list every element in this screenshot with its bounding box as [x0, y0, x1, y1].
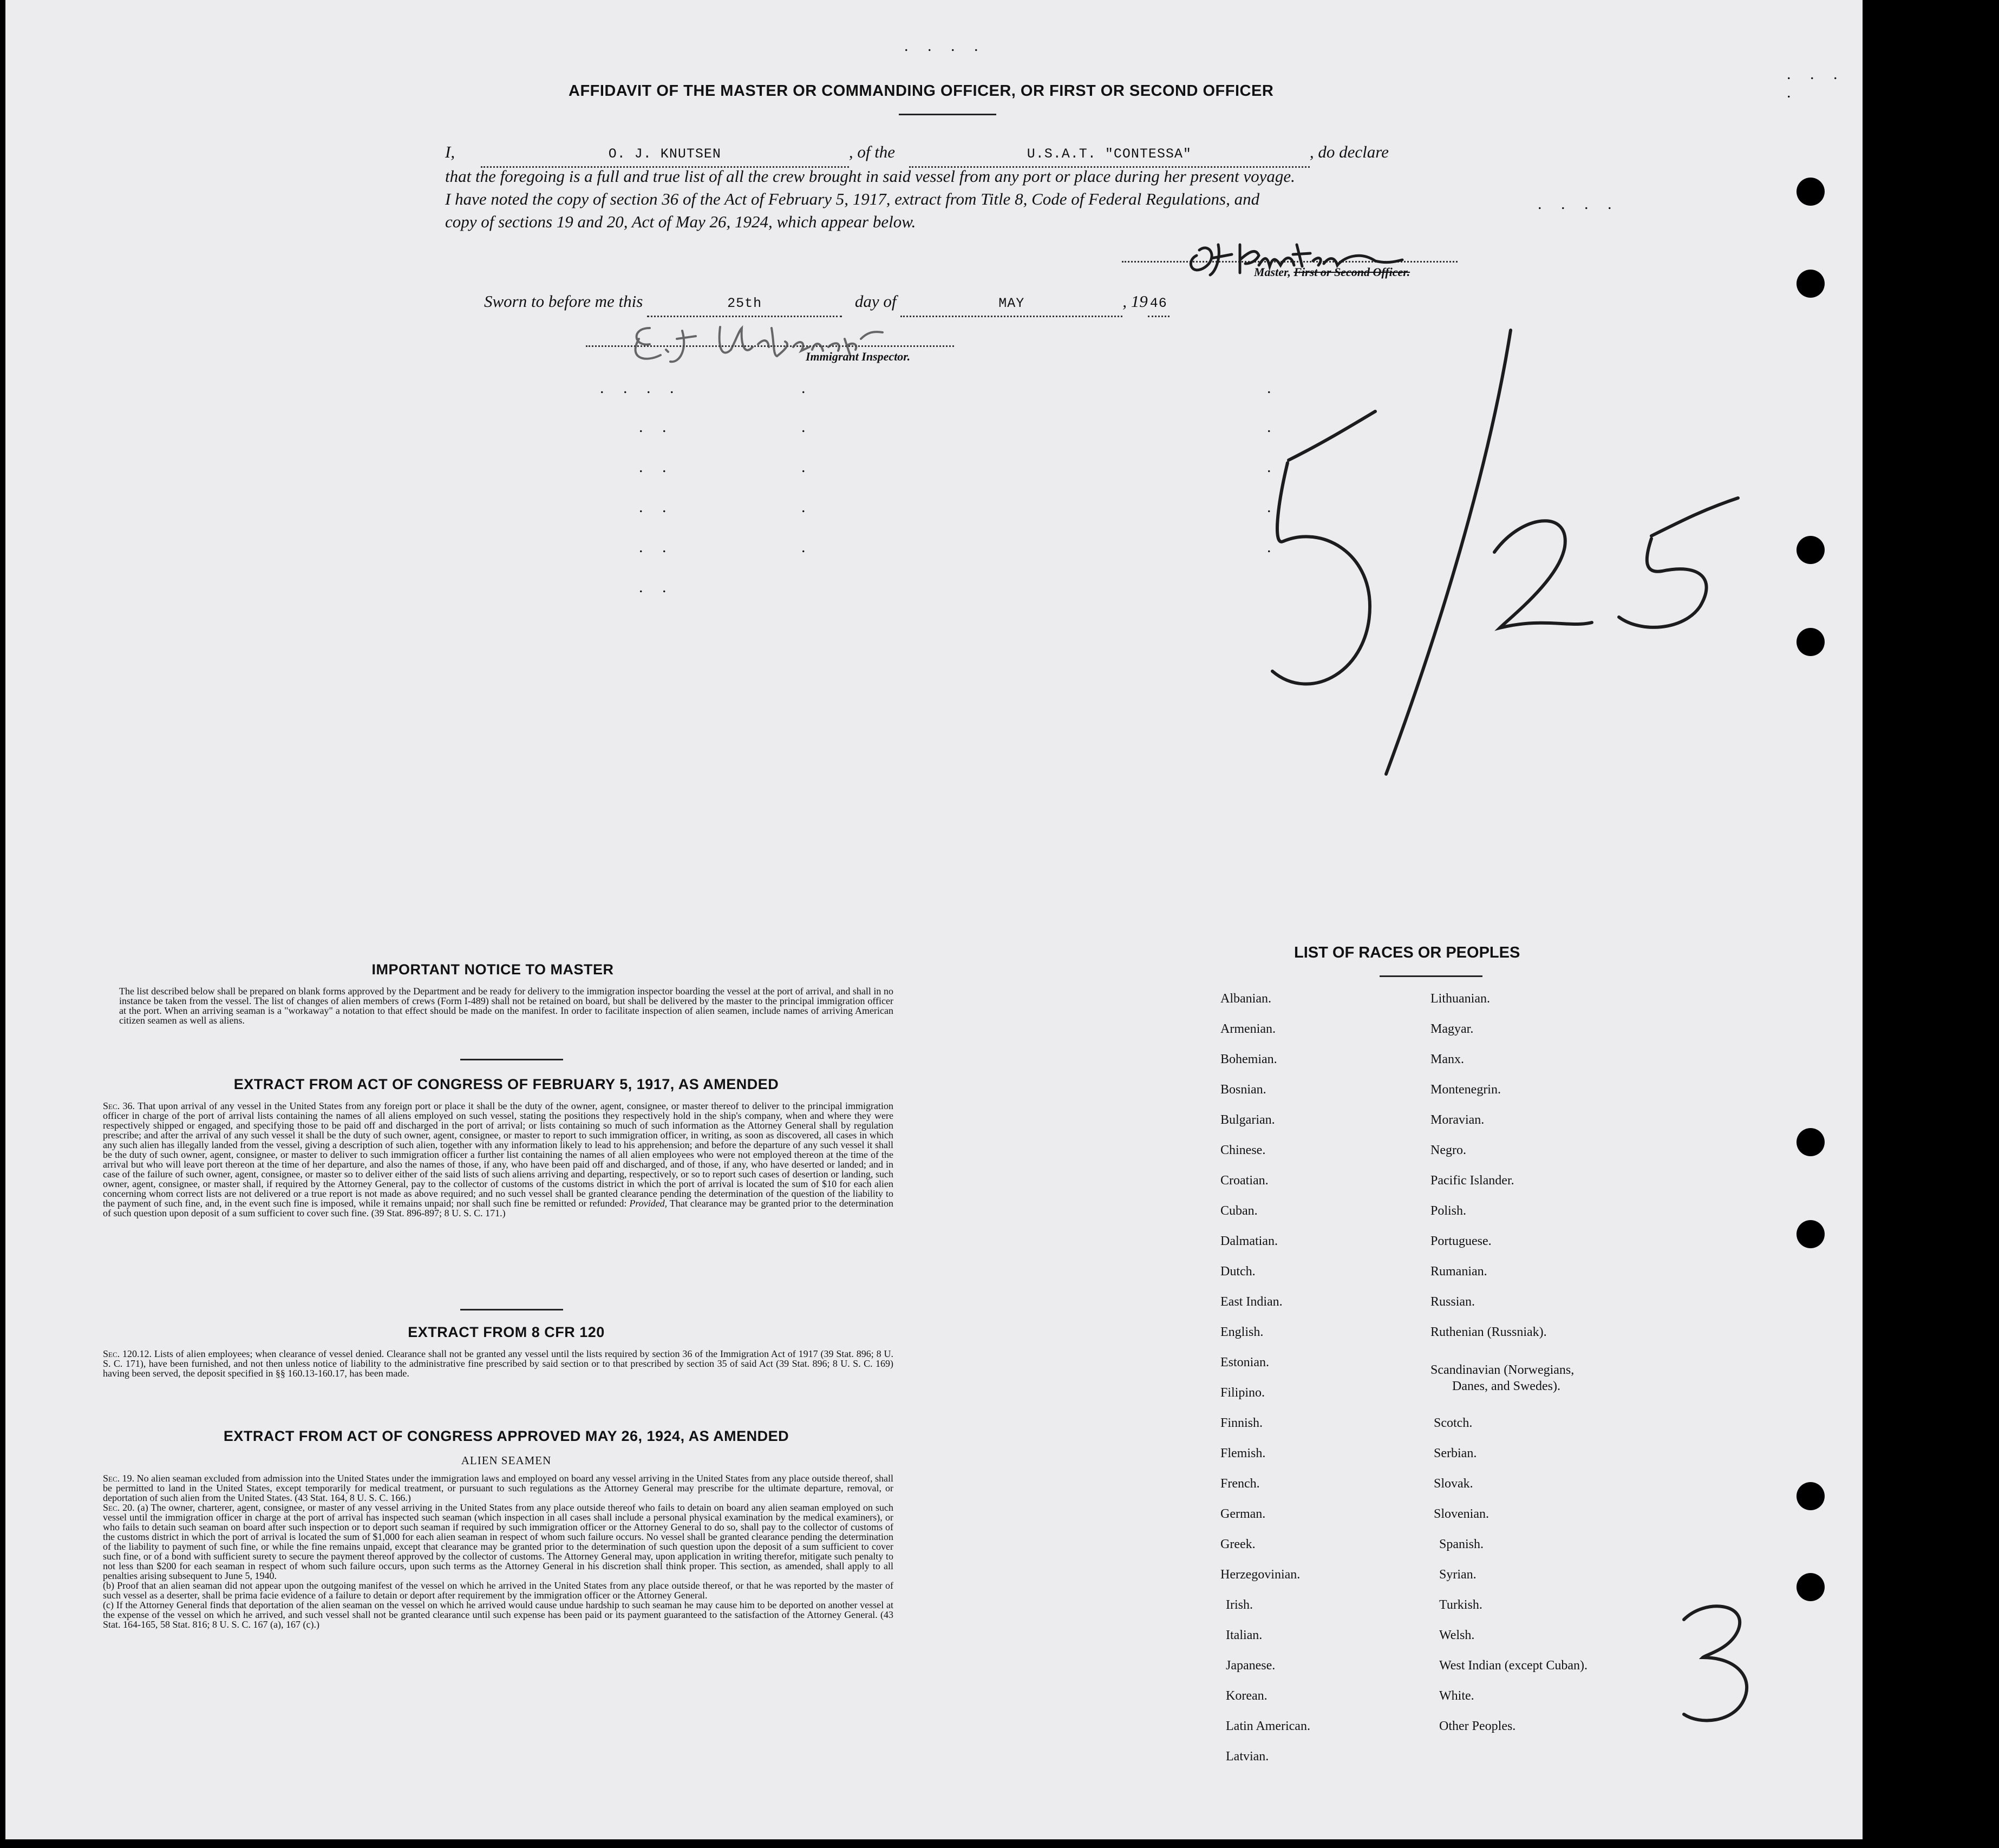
sec-20a-paragraph [103, 1503, 893, 1581]
dot-leader-row: . . [639, 418, 674, 436]
master-name: O. J. KNUTSEN [608, 146, 721, 162]
of-the-text: , of the [848, 142, 896, 161]
vessel-name: U.S.A.T. "CONTESSA" [1027, 146, 1192, 162]
title-rule [899, 114, 996, 115]
proviso-label: Provided, [629, 1198, 668, 1209]
dot-leader-mark: . [1267, 418, 1279, 436]
dot-leader-mark: . [801, 379, 813, 397]
master-label-struck: First or Second Officer. [1294, 265, 1410, 279]
sworn-line [484, 289, 1242, 317]
race-item: Portuguese. [1430, 1234, 1492, 1248]
affidavit-line-3: I have noted the copy of section 36 of the Act of February 5, 1917, extract from Title 8, Code of Federal Regulations, and [445, 189, 1260, 208]
punch-hole [1797, 1128, 1825, 1156]
handwritten-date-mark [1240, 325, 1760, 793]
race-item: Ruthenian (Russniak). [1430, 1325, 1547, 1339]
dot-leader-row: . . . . [1787, 65, 1845, 101]
race-item: Slovak. [1434, 1477, 1473, 1491]
race-item: Albanian. [1220, 992, 1271, 1006]
master-label: Master, [1254, 265, 1291, 279]
dot-leader-mark: . [801, 418, 813, 436]
race-item: Pacific Islander. [1430, 1174, 1514, 1188]
race-item: Filipino. [1220, 1386, 1265, 1400]
race-item: Bulgarian. [1220, 1113, 1275, 1127]
races-title-rule [1380, 975, 1482, 977]
extract-1917-body [103, 1101, 893, 1218]
affidavit-title: AFFIDAVIT OF THE MASTER OR COMMANDING OFFICER, OR FIRST OR SECOND OFFICER [569, 82, 1274, 100]
race-item: Danes, and Swedes). [1452, 1379, 1560, 1393]
dot-leader-row: . . [639, 498, 674, 516]
sworn-day: 25th [727, 296, 762, 311]
do-declare-text: , do declare [1309, 142, 1389, 161]
dot-leader-row: . . . . [600, 379, 682, 397]
dot-leader-mark: . [1267, 379, 1279, 397]
dot-leader-mark: . [1267, 458, 1279, 476]
master-label-block [1254, 265, 1410, 279]
race-item: Moravian. [1430, 1113, 1485, 1127]
dot-leader-row: . . . . [904, 37, 986, 55]
sec-20-label: Sec. 20. [103, 1502, 135, 1513]
race-item: Bohemian. [1220, 1052, 1277, 1066]
race-item: Korean. [1226, 1689, 1268, 1703]
sec-19-paragraph [103, 1473, 893, 1503]
race-item: Scotch. [1434, 1416, 1473, 1430]
affidavit-line-4: copy of sections 19 and 20, Act of May 26, 1924, which appear below. [445, 212, 916, 231]
day-of-text: day of [854, 292, 897, 311]
dot-leader-mark: . [801, 498, 813, 516]
race-item: Russian. [1430, 1295, 1475, 1309]
race-item: German. [1220, 1507, 1266, 1521]
punch-hole [1797, 536, 1825, 564]
race-item: Spanish. [1439, 1537, 1484, 1551]
punch-hole [1797, 628, 1825, 656]
extract-1924-title: EXTRACT FROM ACT OF CONGRESS APPROVED MAY 26, 1924, AS AMENDED [223, 1428, 789, 1444]
race-item: Chinese. [1220, 1143, 1266, 1157]
race-item: Japanese. [1226, 1659, 1276, 1673]
race-item: East Indian. [1220, 1295, 1283, 1309]
alien-seamen-subtitle: ALIEN SEAMEN [461, 1454, 552, 1467]
punch-hole [1797, 1482, 1825, 1510]
sec-19-text: No alien seaman excluded from admission into the United States under the immigration laws and employed on board any vessel arriving in the United States from any place outside thereof, shall be permitted to land in the United States, except temporarily for medical treatment, or pursuant to such regulations as the Attorney General may prescribe for the ultimate departure, removal, or deportation of such alien from the United States. (43 Stat. 164, 8 U. S. C. 166.) [103, 1473, 894, 1503]
race-item: Slovenian. [1434, 1507, 1489, 1521]
document-page [5, 0, 1863, 1839]
intro-i: I, [445, 142, 455, 161]
year-prefix: , 19 [1122, 292, 1148, 311]
race-item: Estonian. [1220, 1355, 1269, 1369]
notice-title: IMPORTANT NOTICE TO MASTER [371, 961, 614, 978]
race-item: Serbian. [1434, 1446, 1477, 1460]
race-item: Greek. [1220, 1537, 1256, 1551]
race-item: Lithuanian. [1430, 992, 1490, 1006]
section-rule [460, 1059, 563, 1060]
sec-36-label: Sec. 36. [103, 1100, 135, 1111]
race-item: White. [1439, 1689, 1474, 1703]
dot-leader-mark: . [1267, 498, 1279, 516]
sec-20c-paragraph: (c) If the Attorney General finds that deportation of the alien seaman on the vessel on which he arrived would cause undue hardship to such seaman he may cause him to be deported on another vessel at the expense of the vessel on which he arrived, and such vessel shall not be granted clearance until such expense has been paid or its payment guaranteed to the satisfaction of the Attorney General. (43 Stat. 164-165, 58 Stat. 816; 8 U. S. C. 167 (a), 167 (c).) [103, 1600, 893, 1630]
race-item: Croatian. [1220, 1174, 1269, 1188]
extract-1924-body [103, 1473, 893, 1629]
dot-leader-mark: . [801, 538, 813, 556]
race-item: Scandinavian (Norwegians, [1430, 1363, 1575, 1377]
race-item: Armenian. [1220, 1022, 1276, 1036]
race-item: Latvian. [1226, 1749, 1269, 1764]
race-item: Rumanian. [1430, 1264, 1487, 1279]
extract-1917-title: EXTRACT FROM ACT OF CONGRESS OF FEBRUARY 5, 1917, AS AMENDED [233, 1076, 779, 1092]
race-item: Bosnian. [1220, 1083, 1266, 1097]
notice-body: The list described below shall be prepared on blank forms approved by the Department and be ready for delivery to the immigration inspector boarding the vessel at the port of arrival, and shall in no instance be taken from the vessel. The list of changes of alien members of crews (Form I-489) shall not be retained on board, but shall be delivered by the master to the principal immigration officer at the port. When an arriving seaman is a "workaway" a notation to that effect should be made on the manifest. In order to facilitate inspection of alien seamen, include names of arriving American citizen seamen as well as aliens. [119, 986, 893, 1026]
sec-120-12-text: Lists of alien employees; when clearance of vessel denied. Clearance shall not be granted any vessel until the lists required by section 36 of the Immigration Act of 1917 (39 Stat. 896; 8 U. S. C. 171), have been furnished, and not then unless notice of liability to the administrative fine prescribed by said section or to that prescribed by section 35 of said Act (39 Stat. 896; 8 U. S. C. 169) having been served, the deposit specified in §§ 160.13-160.17, has been made. [103, 1348, 894, 1379]
extract-cfr-body [103, 1349, 893, 1378]
race-item: Herzegovinian. [1220, 1568, 1301, 1582]
race-item: English. [1220, 1325, 1264, 1339]
inspector-label: Immigrant Inspector. [806, 350, 911, 363]
race-item: Welsh. [1439, 1628, 1475, 1642]
race-item: Turkish. [1439, 1598, 1482, 1612]
sworn-prefix: Sworn to before me this [484, 292, 643, 311]
race-item: Italian. [1226, 1628, 1263, 1642]
sec-20a-text: (a) The owner, charterer, agent, consignee, or master of any vessel arriving in the United States from any place outside thereof who fails to detain on board any alien seaman employed on such vessel until the immigration officer in charge at the port of arrival has inspected such seaman (which inspection in all cases shall include a personal physical examination by the medical examiners), or who fails to detain such seaman on board after such inspection or to deport such seaman if required by such immigration officer or the Attorney General to do so, shall pay to the collector of customs of the customs district in which the port of arrival is located the sum of $1,000 for each alien seaman in respect of whom such failure occurs. No vessel shall be granted clearance pending the determination of the liability to payment of such fine, or while the fine remains unpaid, except that clearance may be granted prior to the determination of such question upon the deposit of a sum sufficient to cover such fine, or of a bond with sufficient surety to secure the payment thereof approved by the collector of customs. The Attorney General may, upon application in writing therefor, mitigate such penalty to not less than $200 for each seaman in respect of whom such failure occurs, upon such terms as the Attorney General in his discretion shall think proper. This section, as amended, shall apply to all penalties arising subsequent to June 5, 1940. [103, 1502, 894, 1581]
race-item: Finnish. [1220, 1416, 1263, 1430]
sec-20b-paragraph: (b) Proof that an alien seaman did not appear upon the outgoing manifest of the vessel on which he arrived in the United States from any place outside thereof, or that he was reported by the master of such vessel as a deserter, shall be prima facie evidence of a failure to detain or deport after requirement by the immigration officer or the Attorney General. [103, 1580, 893, 1601]
sworn-month-field [900, 289, 1122, 317]
sec-36-text-end: That clearance may be granted prior to the determination of such question upon deposit of a sum sufficient to cover such fine. (39 Stat. 896-897; 8 U. S. C. 171.) [103, 1198, 894, 1218]
race-item: Dutch. [1220, 1264, 1256, 1279]
dot-leader-row: . . [639, 458, 674, 476]
race-item: Other Peoples. [1439, 1719, 1516, 1733]
year-suffix: 46 [1149, 296, 1167, 311]
punch-hole [1797, 1220, 1825, 1248]
sec-120-12-label: Sec. 120.12. [103, 1348, 152, 1359]
race-item: Negro. [1430, 1143, 1466, 1157]
year-field [1148, 289, 1170, 317]
punch-hole [1797, 270, 1825, 298]
races-title: LIST OF RACES OR PEOPLES [1294, 944, 1520, 961]
race-item: Magyar. [1430, 1022, 1474, 1036]
race-item: Latin American. [1226, 1719, 1310, 1733]
race-item: Irish. [1226, 1598, 1253, 1612]
sec-19-label: Sec. 19. [103, 1473, 135, 1484]
race-item: Manx. [1430, 1052, 1464, 1066]
section-rule [460, 1309, 563, 1310]
race-item: Flemish. [1220, 1446, 1266, 1460]
race-item: Dalmatian. [1220, 1234, 1278, 1248]
punch-hole [1797, 178, 1825, 206]
dot-leader-mark: . [1267, 538, 1279, 556]
scan-border [1863, 0, 1999, 1848]
race-item: West Indian (except Cuban). [1439, 1659, 1588, 1673]
race-item: French. [1220, 1477, 1260, 1491]
punch-hole [1797, 1573, 1825, 1601]
sworn-month: MAY [998, 296, 1025, 311]
sworn-day-field [647, 289, 842, 317]
dot-leader-row: . . . . [1538, 195, 1619, 213]
handwritten-page-number [1673, 1598, 1771, 1731]
dot-leader-mark: . [801, 458, 813, 476]
sec-36-text: That upon arrival of any vessel in the United States from any foreign port or place it shall be the duty of the owner, agent, consignee, or master thereof to deliver to the principal immigration officer in charge of the port of arrival lists containing the names of all aliens employed on such vessel, stating the positions they respectively hold in the ship's company, when and where they were respectively shipped or engaged, and specifying those to be paid off and discharged in the port of arrival; or lists containing so much of such information as the Attorney General shall by regulation prescribe; and after the arrival of any such vessel it shall be the duty of such owner, agent, consignee, or master to report to such immigration officer, in writing, as soon as discovered, all cases in which any such alien has illegally landed from the vessel, giving a description of such alien, together with any information likely to lead to his apprehension; and before the departure of any such vessel it shall be the duty of such owner, agent, consignee, or master to deliver to such immigration officer a further list containing the names of all alien employees who were not employed thereon at the time of the arrival but who will leave port thereon at the time of her departure, and also the names of those, if any, who have been paid off and discharged, and of those, if any, who have deserted or landed; and in case of the failure of such owner, agent, consignee, or master so to deliver either of the said lists of such aliens arriving and departing, respectively, or so to report such cases of desertion or landing, such owner, agent, consignee, or master shall, if required by the Attorney General, pay to the collector of customs of the customs district in which the port of arrival is located the sum of $10 for each alien concerning whom correct lists are not delivered or a true report is not made as above required; and no such vessel shall be granted clearance pending the determination of the question of the liability to the payment of such fine, and, in the event such fine is imposed, while it remains unpaid; nor shall such fine be remitted or refunded: [103, 1100, 894, 1209]
race-item: Polish. [1430, 1204, 1467, 1218]
race-item: Montenegrin. [1430, 1083, 1501, 1097]
extract-cfr-title: EXTRACT FROM 8 CFR 120 [408, 1324, 605, 1340]
affidavit-line-2: that the foregoing is a full and true list of all the crew brought in said vessel from any port or place during her present voyage. [445, 167, 1295, 186]
race-item: Syrian. [1439, 1568, 1477, 1582]
dot-leader-row: . . [639, 578, 674, 596]
race-item: Cuban. [1220, 1204, 1258, 1218]
dot-leader-row: . . [639, 538, 674, 556]
